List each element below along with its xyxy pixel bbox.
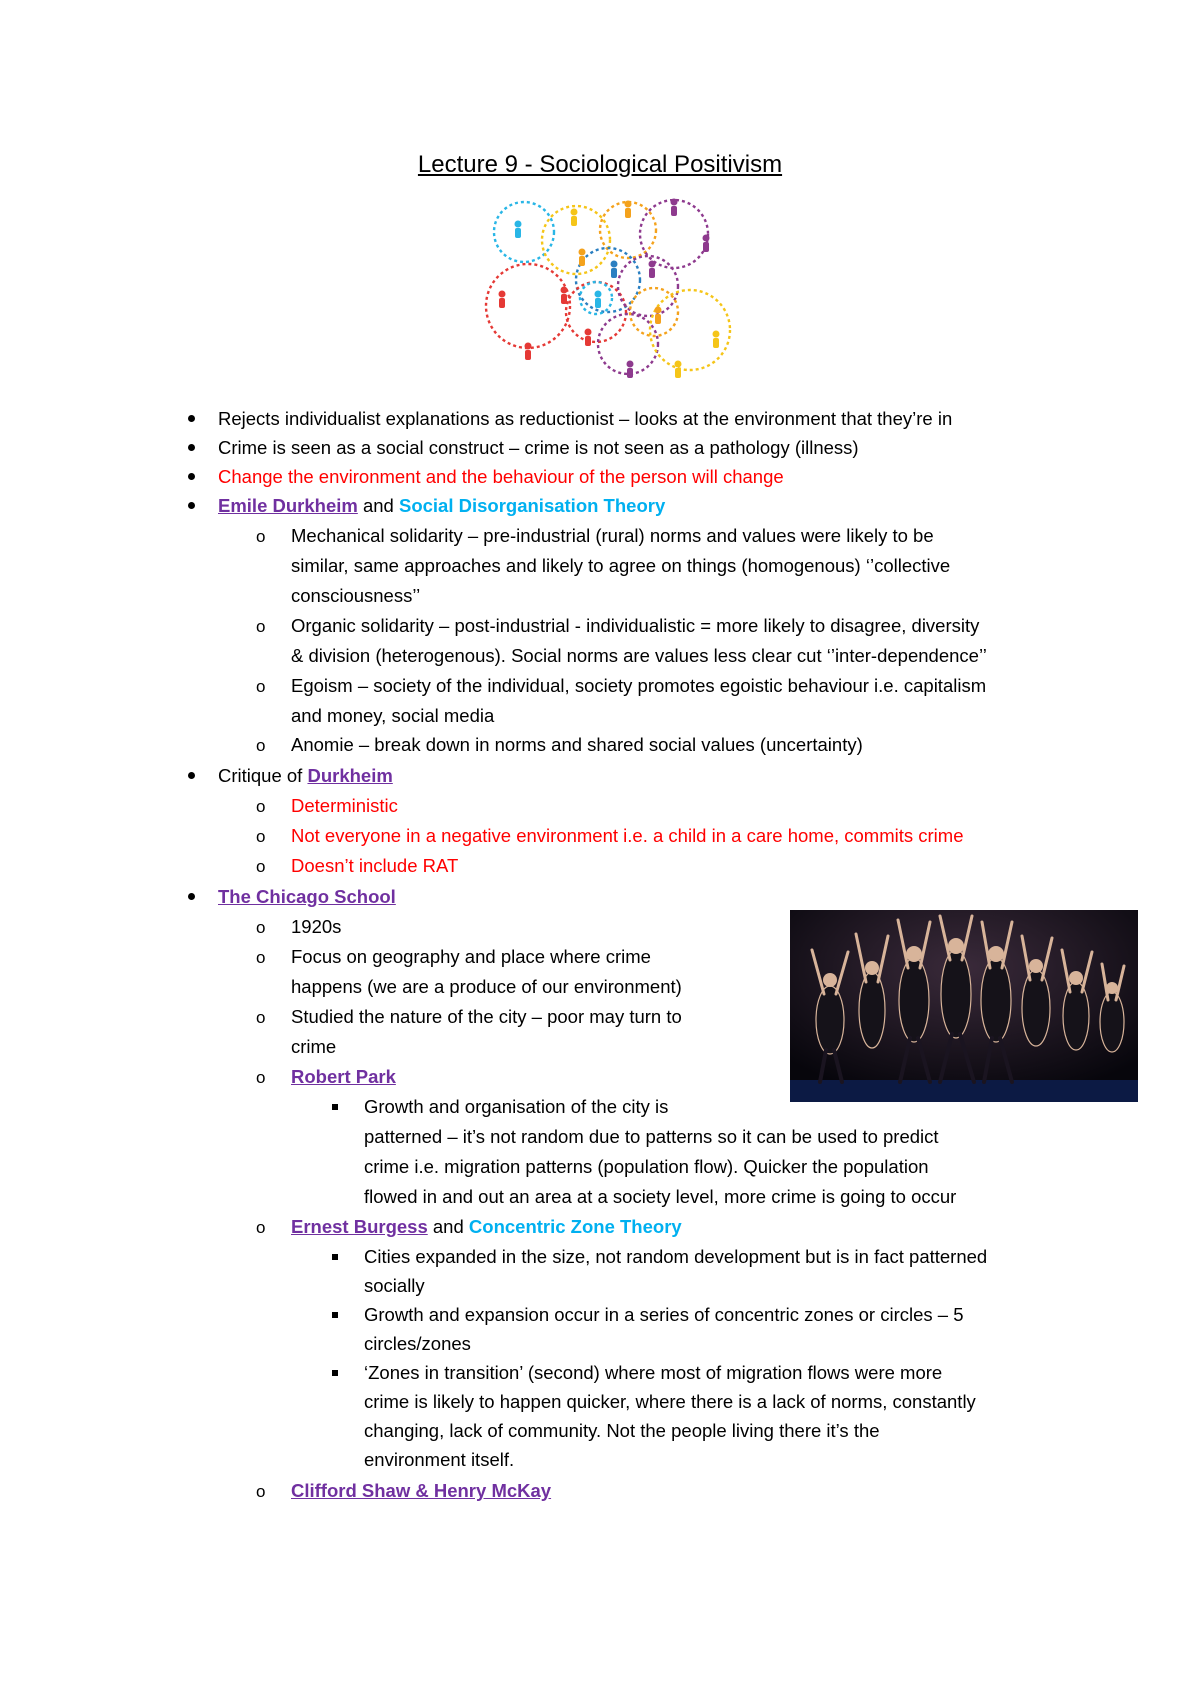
bullet-dot bbox=[188, 502, 195, 509]
square-bullet bbox=[332, 1104, 338, 1110]
document-page: Lecture 9 - Sociological Positivism Rejects individualist explanations as reductionist – looks at the environment that they’re in Crime is seen as a social construct – crime is not seen as a pathology (illness) Change the environment and the behaviour of the person will change Emile Durkheim and Social Disorganisation Theory o Mechanical solidarity – pre-industrial (rural) norms and values were likely to be similar, same approaches and likely to agree on things (homogenous) ‘’collective consciousness’’ o Organic solidarity – post-industrial - individualistic = more likely to disagree, diversity & division (heterogenous). Social norms are values less clear cut ‘’inter-dependence’’ o Egoism – society of the individual, society promotes egoistic behaviour i.e. capitalism and money, social media o Anomie – break down in norms and shared social values (uncertainty) Critique of Durkheim o Deterministic o Not everyone in a negative environment i.e. a child in a care home, commits crime o Doesn’t include RAT The Chicago School o 1920s o Focus on geography and place where crime happens (we are a produce of our environment) o Studied the nature of the city – poor may turn to crime o Robert Park Growth and organisation of the city is patterned – it’s not random due to patterns so it can be used to predict crime i.e. migration patterns (population flow). Quicker the population flowed in and out an area at a society level, more crime is going to occur o Ernest Burgess and Concentric Zone Theory Cities expanded in the size, not random development but is in fact patterned socially Growth and expansion occur in a series of concentric zones or circles – 5 circles/zones ‘Zones in transition’ (second) where most of migration flows were more crime is likely to happen quicker, where there is a lack of norms, constantly changing, lack of community. Not the people living there it’s the environment itself. o Clifford Shaw & Henry McKay bbox=[0, 0, 1200, 1698]
people-figures bbox=[499, 199, 720, 379]
sub-bullet-marker: o bbox=[256, 827, 266, 846]
bullet-heading: Critique of Durkheim bbox=[218, 765, 393, 786]
sub-bullet-marker: o bbox=[256, 736, 266, 755]
square-bullet bbox=[332, 1254, 338, 1260]
link-ernest-burgess[interactable]: Ernest Burgess bbox=[291, 1216, 428, 1237]
bullet-text-red: Change the environment and the behaviour of the person will change bbox=[218, 466, 784, 487]
bullet-dot bbox=[188, 415, 195, 422]
sub-bullet-marker: o bbox=[256, 677, 266, 696]
link-robert-park[interactable]: Robert Park bbox=[291, 1066, 396, 1087]
sub-bullet-marker: o bbox=[256, 527, 266, 546]
bullet-heading: Emile Durkheim and Social Disorganisation Theory bbox=[218, 495, 666, 516]
link-emile-durkheim[interactable]: Emile Durkheim bbox=[218, 495, 358, 516]
link-chicago-school[interactable]: The Chicago School bbox=[218, 886, 396, 907]
square-bullet bbox=[332, 1370, 338, 1376]
sub-bullet-marker: o bbox=[256, 1218, 266, 1237]
bullet-dot bbox=[188, 473, 195, 480]
theory-label: Concentric Zone Theory bbox=[468, 1216, 682, 1237]
bullet-text: Rejects individualist explanations as reductionist – looks at the environment that they’re in bbox=[218, 408, 953, 429]
theory-label: Social Disorganisation Theory bbox=[398, 495, 666, 516]
sub-bullet-marker: o bbox=[256, 948, 266, 967]
sub-bullet-marker: o bbox=[256, 1482, 266, 1501]
sub-bullet-marker: o bbox=[256, 918, 266, 937]
bullet-text: Crime is seen as a social construct – crime is not seen as a pathology (illness) bbox=[218, 437, 859, 458]
bullet-dot bbox=[188, 772, 195, 779]
link-durkheim[interactable]: Durkheim bbox=[307, 765, 393, 786]
sub-bullet-marker: o bbox=[256, 1008, 266, 1027]
page-title: Lecture 9 - Sociological Positivism bbox=[417, 151, 783, 178]
bullet-dot bbox=[188, 444, 195, 451]
bullet-dot bbox=[188, 893, 195, 900]
link-shaw-mckay[interactable]: Clifford Shaw & Henry McKay bbox=[291, 1480, 552, 1501]
bullet-heading bbox=[218, 885, 396, 909]
sub-bullet-marker: o bbox=[256, 857, 266, 876]
sub-bullet-marker: o bbox=[256, 797, 266, 816]
sub-bullet-marker: o bbox=[256, 617, 266, 636]
social-network-illustration bbox=[478, 194, 736, 392]
square-bullet bbox=[332, 1312, 338, 1318]
dancers-photo bbox=[790, 910, 1138, 1102]
sub-bullet-marker: o bbox=[256, 1068, 266, 1087]
